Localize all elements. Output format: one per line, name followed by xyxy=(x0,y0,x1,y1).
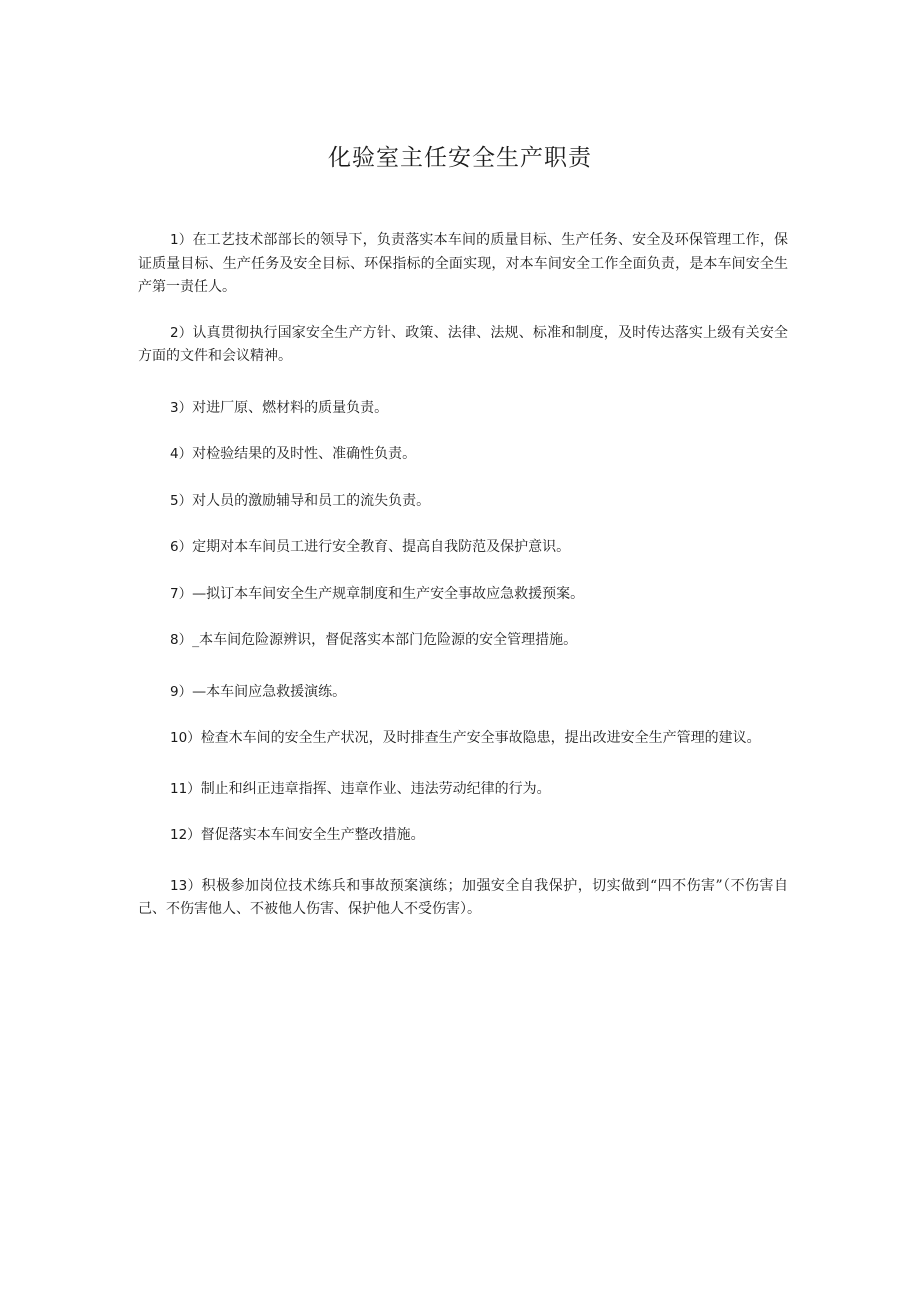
clause-text: —拟订本车间安全生产规章制度和生产安全事故应急救援预案。 xyxy=(192,585,585,602)
clause-number: 10） xyxy=(170,730,201,746)
clause-number: 7） xyxy=(170,585,193,602)
clause-text: _本车间危险源辨识，督促落实本部门危险源的安全管理措施。 xyxy=(192,632,578,648)
clause-number: 2） xyxy=(170,324,193,341)
clause-item xyxy=(138,397,788,421)
clause-text: 认真贯彻执行国家安全生产方针、政策、法律、法规、标准和制度，及时传达落实上级有关安全方面的文件和会议精神。 xyxy=(138,324,789,364)
clause-number: 8） xyxy=(170,632,193,648)
clause-number: 11） xyxy=(170,780,201,797)
document-title: 化验室主任安全生产职责 xyxy=(328,145,592,171)
clause-item xyxy=(138,727,788,751)
clause-text: 定期对本车间员工进行安全教育、提高自我防范及保护意识。 xyxy=(192,539,571,555)
clause-item xyxy=(138,322,788,369)
clause-text: 制止和纠正违章指挥、违章作业、违法劳动纪律的行为。 xyxy=(200,780,551,797)
clause-item xyxy=(138,629,788,653)
clause-item xyxy=(138,681,788,705)
clause-item xyxy=(138,875,788,922)
clause-number: 4） xyxy=(170,446,193,462)
clause-item xyxy=(138,824,788,848)
clause-item xyxy=(138,536,788,560)
clause-text: —本车间应急救援演练。 xyxy=(192,683,347,700)
clause-item xyxy=(138,229,788,300)
clause-number: 12） xyxy=(170,827,201,843)
clause-number: 9） xyxy=(170,683,193,700)
clause-item xyxy=(138,490,788,514)
clause-number: 5） xyxy=(170,492,193,509)
clause-item xyxy=(138,583,788,607)
clause-text: 在工艺技术部部长的领导下，负责落实本车间的质量目标、生产任务、安全及环保管理工作，保证质量目标、生产任务及安全目标、环保指标的全面实现，对本车间安全工作全面负责，是本车间安全生产第一责任人。 xyxy=(138,232,789,295)
clause-text: 督促落实本车间安全生产整改措施。 xyxy=(200,827,425,843)
clause-number: 13） xyxy=(170,877,202,894)
clause-text: 积极参加岗位技术练兵和事故预案演练；加强安全自我保护，切实做到“四不伤害”（不伤害自己、不伤害他人、不被他人伤害、保护他人不受伤害）。 xyxy=(138,877,788,917)
clause-text: 对检验结果的及时性、准确性负责。 xyxy=(192,446,417,462)
clause-item xyxy=(138,778,788,802)
clause-text: 对人员的激励辅导和员工的流失负责。 xyxy=(192,492,431,509)
clause-number: 6） xyxy=(170,539,193,555)
clause-item xyxy=(138,443,788,467)
clause-number: 1） xyxy=(170,232,193,248)
clause-number: 3） xyxy=(170,399,193,416)
clause-text: 检查木车间的安全生产状况，及时排查生产安全事故隐患，提出改进安全生产管理的建议。 xyxy=(200,730,761,746)
clause-text: 对进厂原、燃材料的质量负责。 xyxy=(192,399,389,416)
clause-list xyxy=(138,229,788,922)
